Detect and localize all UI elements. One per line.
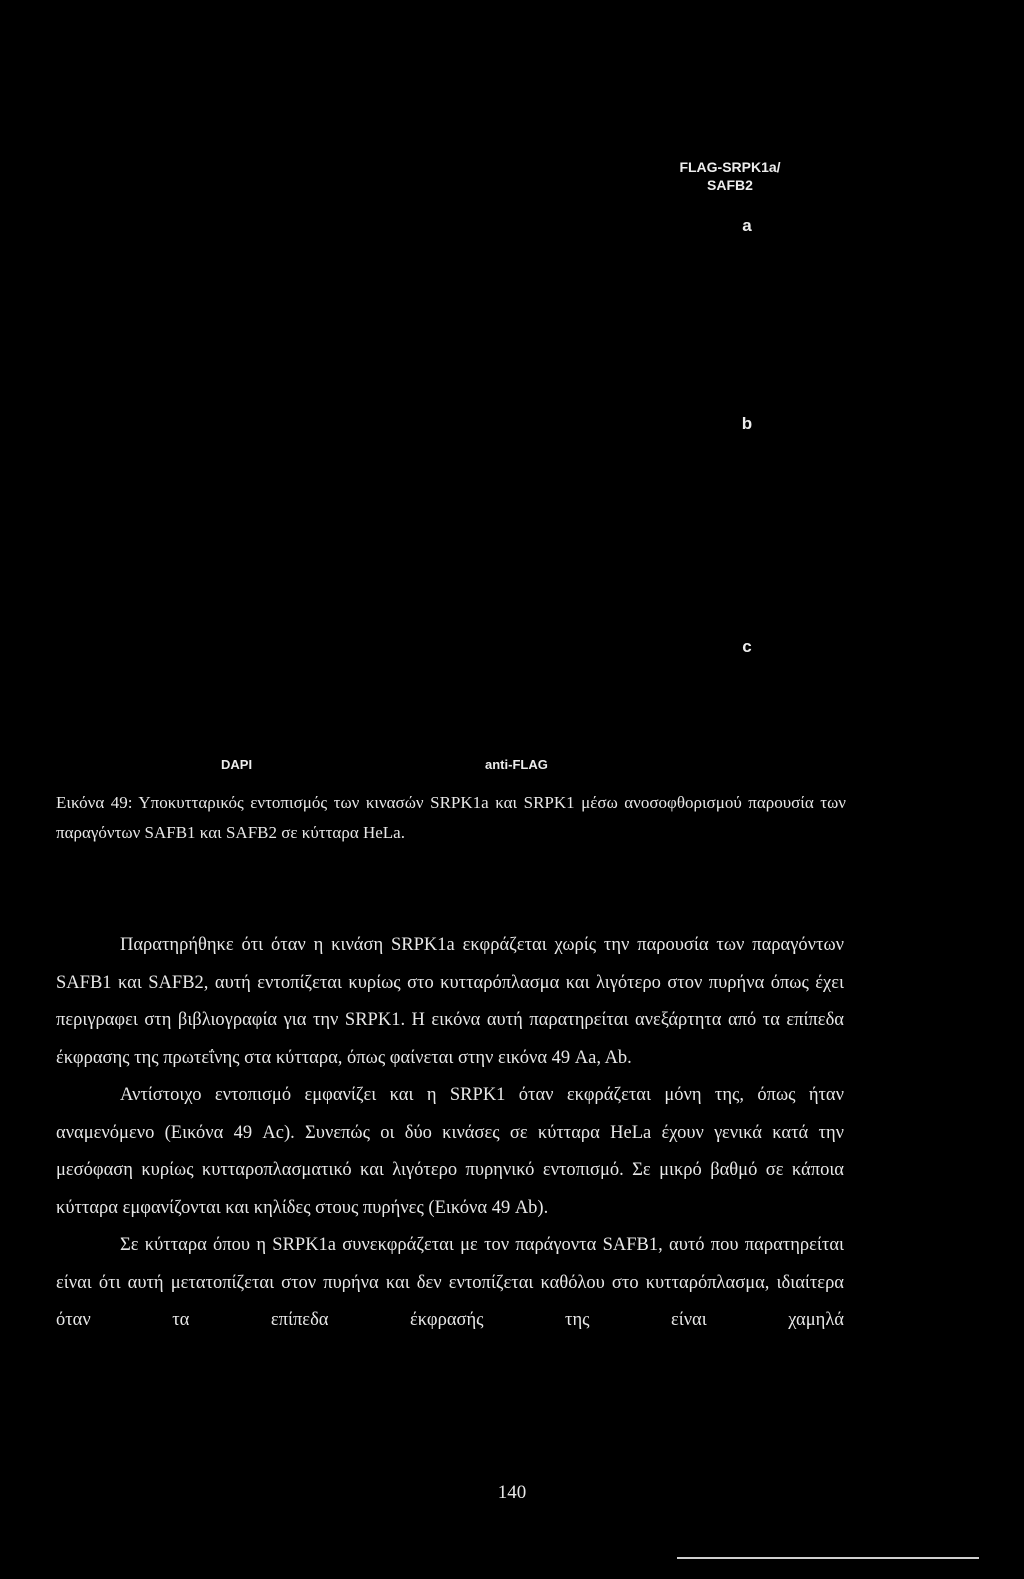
figure-caption: Εικόνα 49: Υποκυτταρικός εντοπισμός των κινασών SRPK1a και SRPK1 μέσω ανοσοφθορισμού παρουσία των παραγόντων SAFB1 και SAFB2 σε κύτταρα HeLa.	[56, 793, 846, 842]
panel-label-b: b	[741, 414, 753, 433]
paragraph-2: Αντίστοιχο εντοπισμό εμφανίζει και η SRPK1 όταν εκφράζεται μόνη της, όπως ήταν αναμενόμενο (Εικόνα 49 Ac). Συνεπώς οι δύο κινάσες σε κύτταρα HeLa έχουν γενικά κατά την μεσόφαση κυρίως κυτταροπλασματικό και λιγότερο πυρηνικό εντοπισμό. Σε μικρό βαθμό σε κάποια κύτταρα εμφανίζονται και κηλίδες στους πυρήνες (Εικόνα 49 Ab).	[56, 1085, 844, 1218]
paragraph-3: Σε κύτταρα όπου η SRPK1a συνεκφράζεται με τον παράγοντα SAFB1, αυτό που παρατηρείται είναι ότι αυτή μετατοπίζεται στον πυρήνα και δεν εντοπίζεται καθόλου στο κυτταρόπλασμα, ιδιαίτερα όταν τα επίπεδα έκφρασής της είναι χαμηλά	[56, 1235, 844, 1330]
body-text	[56, 927, 844, 1340]
page-number: 140	[497, 1482, 527, 1503]
footer-rule	[677, 1557, 979, 1559]
panel-label-a: a	[742, 216, 752, 235]
channel-label-anti-flag: anti-FLAG	[485, 757, 548, 772]
figure-header-line-2: SAFB2	[707, 177, 753, 193]
figure-header-label	[640, 158, 820, 194]
paragraph-1: Παρατηρήθηκε ότι όταν η κινάση SRPK1a εκφράζεται χωρίς την παρουσία των παραγόντων SAFB1 και SAFB2, αυτή εντοπίζεται κυρίως στο κυτταρόπλασμα και λιγότερο στον πυρήνα όπως έχει περιγραφει στη βιβλιογραφία για την SRPK1. Η εικόνα αυτή παρατηρείται ανεξάρτητα από τα επίπεδα έκφρασης της πρωτεΐνης στα κύτταρα, όπως φαίνεται στην εικόνα 49 Aa, Ab.	[56, 935, 844, 1068]
figure-header-line-1: FLAG-SRPK1a/	[679, 159, 781, 175]
panel-label-c: c	[742, 637, 752, 656]
channel-label-dapi: DAPI	[221, 757, 253, 772]
